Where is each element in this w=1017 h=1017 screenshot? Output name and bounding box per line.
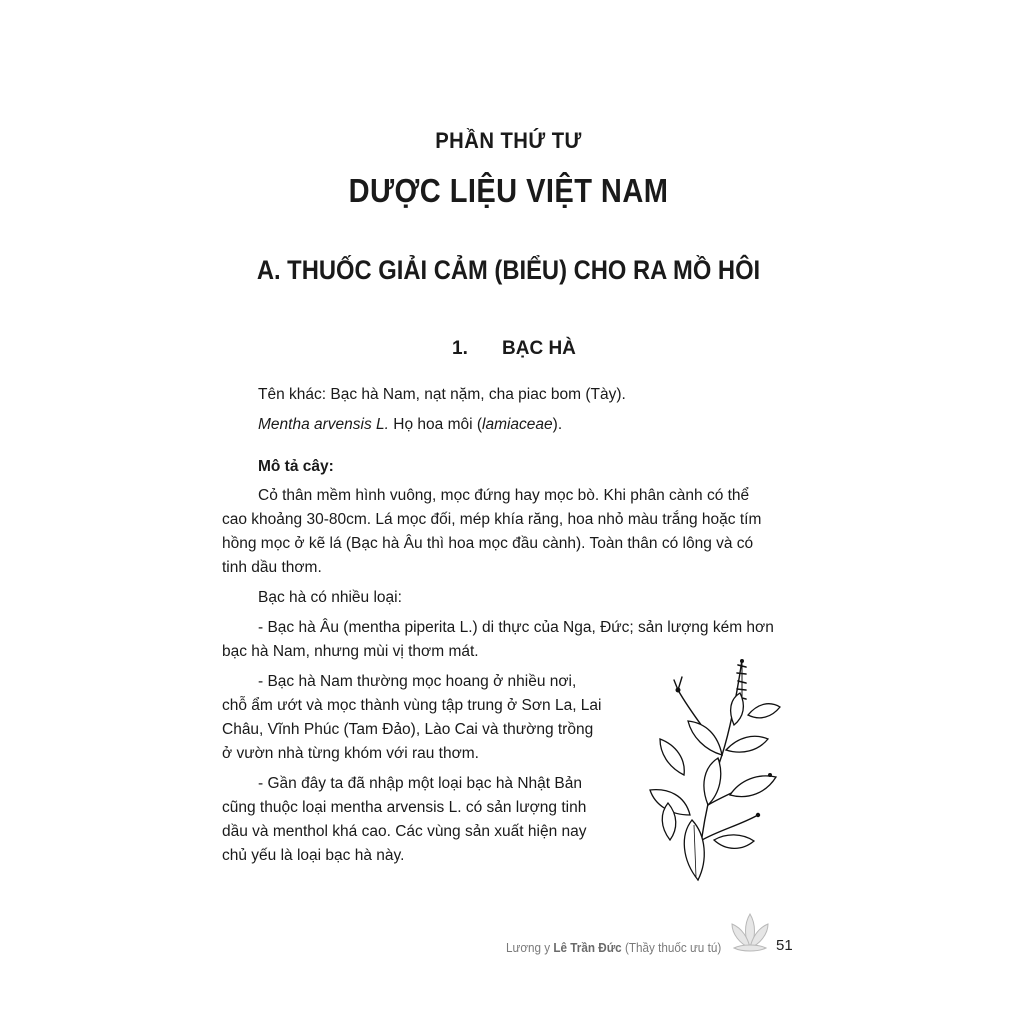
item-title: BẠC HÀ — [502, 338, 576, 359]
paragraph-line: chủ yếu là loại bạc hà này. — [222, 847, 405, 864]
paragraph-line: - Gần đây ta đã nhập một loại bạc hà Nhật Bản — [258, 775, 582, 792]
footer-suffix: (Thầy thuốc ưu tú) — [621, 940, 722, 955]
item-number: 1. — [452, 338, 468, 359]
paragraph-line: cũng thuộc loại mentha arvensis L. có sản lượng tinh — [222, 799, 587, 816]
paragraph-line: Bạc hà có nhiều loại: — [258, 589, 402, 606]
paragraph-line: cao khoảng 30-80cm. Lá mọc đối, mép khía răng, hoa nhỏ màu trắng hoặc tím — [222, 511, 762, 528]
lotus-icon — [726, 908, 774, 956]
family-prefix: Họ hoa môi ( — [393, 416, 483, 433]
description-heading: Mô tả cây: — [258, 458, 334, 475]
part-heading: PHẦN THỨ TƯ — [435, 128, 582, 153]
paragraph-line: - Bạc hà Âu (mentha piperita L.) di thực của Nga, Đức; sản lượng kém hơn — [258, 619, 774, 636]
paragraph-line: ở vườn nhà từng khóm với rau thơm. — [222, 745, 479, 762]
paragraph-line: dầu và menthol khá cao. Các vùng sản xuất hiện nay — [222, 823, 587, 840]
scientific-name — [258, 413, 562, 437]
paragraph-line: Châu, Vĩnh Phúc (Tam Đảo), Lào Cai và thường trồng — [222, 721, 594, 738]
paragraph-line: chỗ ẩm ướt và mọc thành vùng tập trung ở Sơn La, Lai — [222, 697, 602, 714]
family-suffix: ). — [552, 416, 563, 433]
footer-author: Lê Trần Đức — [553, 940, 622, 955]
footer-prefix: Lương y — [506, 940, 554, 955]
chapter-title: DƯỢC LIỆU VIỆT NAM — [348, 172, 669, 209]
other-names: Tên khác: Bạc hà Nam, nạt nặm, cha piac bom (Tày). — [258, 386, 626, 403]
mint-plant-illustration — [630, 655, 790, 885]
latin-name: Mentha arvensis L. — [258, 416, 389, 433]
page-number: 51 — [776, 937, 793, 954]
section-heading: A. THUỐC GIẢI CẢM (BIỂU) CHO RA MỒ HÔI — [256, 255, 761, 285]
paragraph-line: hồng mọc ở kẽ lá (Bạc hà Âu thì hoa mọc đầu cành). Toàn thân có lông và có — [222, 535, 754, 552]
footer-credit — [506, 940, 721, 955]
paragraph-line: Cỏ thân mềm hình vuông, mọc đứng hay mọc bò. Khi phân cành có thể — [258, 487, 750, 504]
paragraph-line: tinh dầu thơm. — [222, 559, 322, 576]
paragraph-line: bạc hà Nam, nhưng mùi vị thơm mát. — [222, 643, 479, 660]
item-heading — [452, 338, 576, 360]
family-latin: lamiaceae — [482, 416, 553, 433]
paragraph-line: - Bạc hà Nam thường mọc hoang ở nhiều nơi, — [258, 673, 577, 690]
